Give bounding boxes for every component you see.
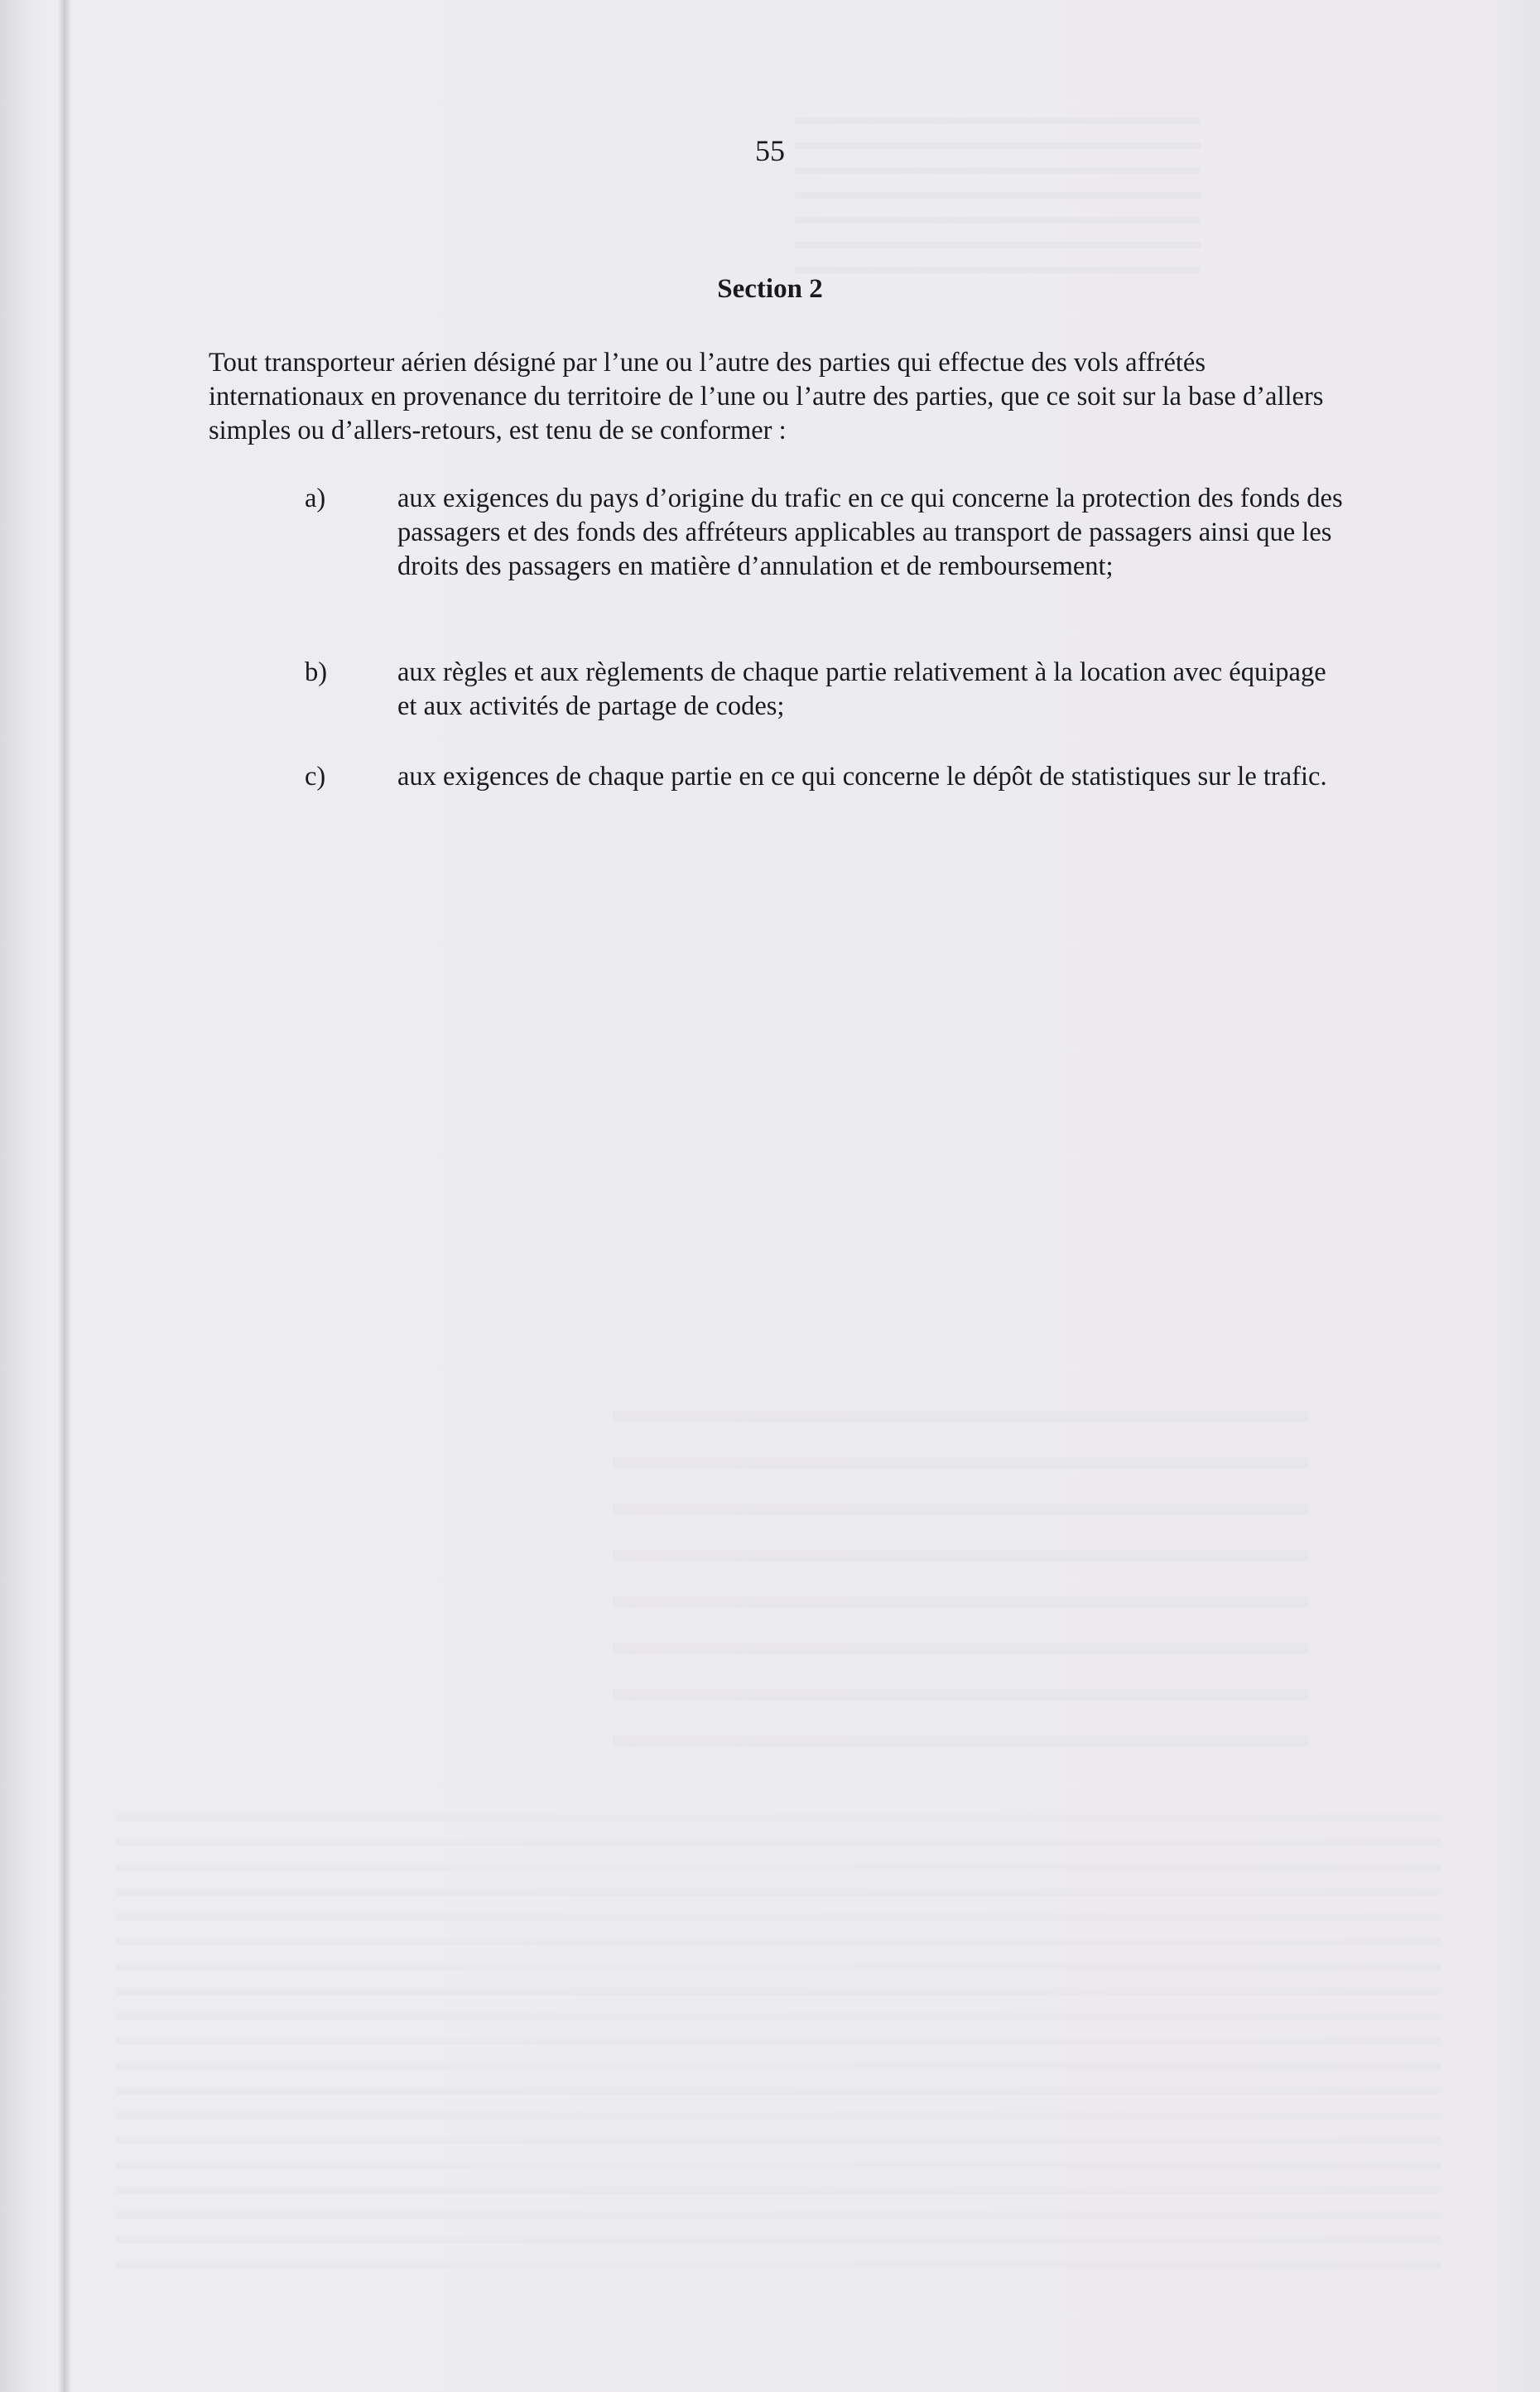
list-item-text: aux règles et aux règlements de chaque partie relativement à la location avec équipage et aux activités de partage de codes; [397, 657, 1326, 721]
list-item-marker: b) [305, 657, 328, 687]
list-item-marker: c) [305, 762, 326, 792]
intro-paragraph: Tout transporteur aérien désigné par l’une ou l’autre des parties qui effectue des vols affrétés internationaux en provenance du territoire de l’une ou l’autre des parties, que ce soit sur la base d’allers simples ou d’allers-retours, est tenu de se conformer : [209, 348, 1324, 445]
section-heading: Section 2 [717, 274, 823, 304]
list-item-marker: a) [305, 484, 326, 513]
page-number: 55 [755, 134, 785, 167]
list-item-text: aux exigences du pays d’origine du trafic en ce qui concerne la protection des fonds des passagers et des fonds des affréteurs applicables au transport de passagers ainsi que les droits des passagers en matière d’annulation et de remboursement; [397, 484, 1343, 581]
show-through-colophon [116, 1805, 1441, 2269]
binding-shadow [58, 0, 71, 2392]
list-item-text: aux exigences de chaque partie en ce qui concerne le dépôt de statistiques sur le trafic. [397, 762, 1327, 792]
show-through-text-block [613, 1399, 1308, 1747]
